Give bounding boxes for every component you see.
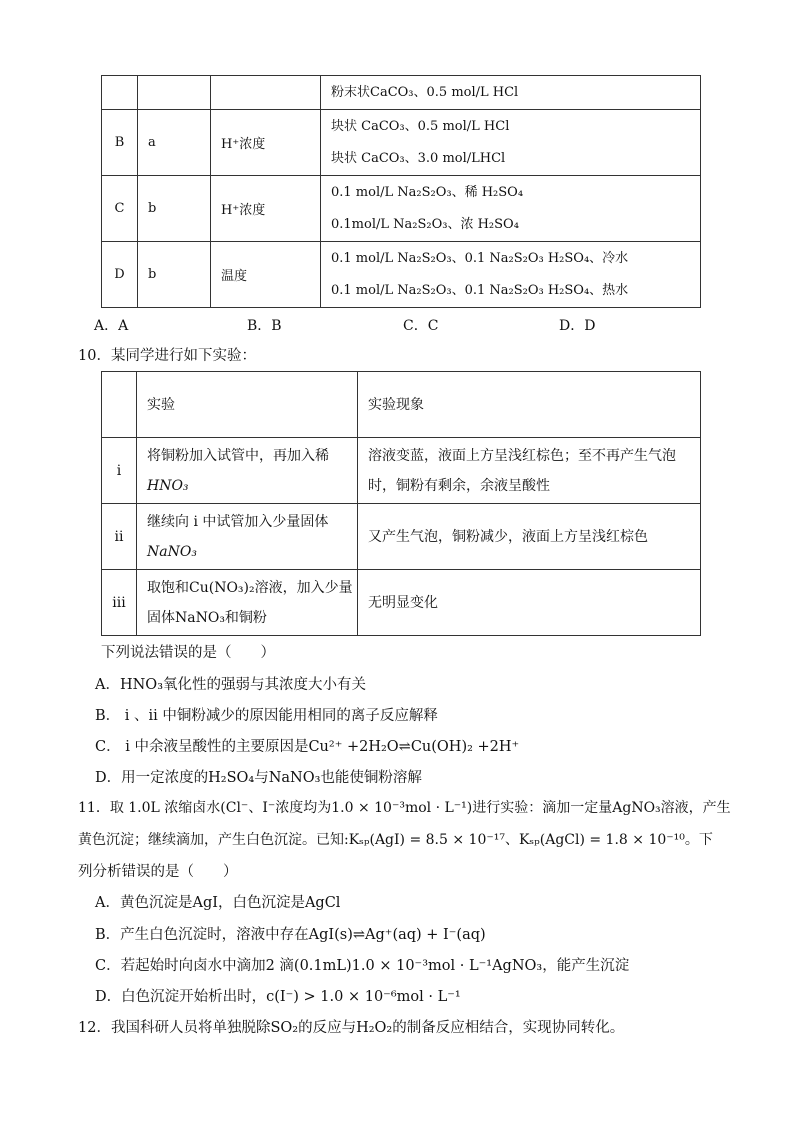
- q10-option-c: C． i 中余液呈酸性的主要原因是Cu²⁺ +2H₂O⇌Cu(OH)₂ +2H⁺: [95, 739, 520, 755]
- cell-line: 时，铜粉有剩余，余液呈酸性: [368, 477, 550, 494]
- table-cell: H⁺浓度: [211, 176, 321, 242]
- q11-stem-line1: 11．取 1.0L 浓缩卤水(Cl⁻、I⁻浓度均为1.0 × 10⁻³mol · L⁻¹)进行实验：滴加一定量AgNO₃溶液，产生: [78, 800, 731, 816]
- option-c: C．C: [403, 318, 439, 334]
- q10-question: 下列说法错误的是（ ）: [101, 645, 275, 661]
- cell-line: 0.1 mol/L Na₂S₂O₃、稀 H₂SO₄: [331, 184, 524, 200]
- table-cell: 温度: [211, 242, 321, 308]
- table-cell: [211, 76, 321, 110]
- q12-stem-line1: 12．我国科研人员将单独脱除SO₂的反应与H₂O₂的制备反应相结合，实现协同转化。: [78, 1020, 625, 1036]
- table-cell: [321, 76, 701, 110]
- q11-stem-line3: 列分析错误的是（ ）: [78, 864, 238, 880]
- cell-line: 无明显变化: [368, 594, 438, 611]
- table-cell: b: [138, 176, 211, 242]
- option-b: B．B: [247, 318, 282, 334]
- cell-line: HNO₃: [147, 477, 189, 494]
- row-number: iii: [102, 570, 137, 636]
- table-cell: b: [138, 242, 211, 308]
- table-row: [102, 570, 701, 636]
- option-d: D．D: [559, 318, 596, 334]
- table-row: [102, 438, 701, 504]
- table-header-row: [102, 372, 701, 438]
- cell-line: 溶液变蓝，液面上方呈浅红棕色；至不再产生气泡: [368, 447, 676, 464]
- cell-line: 固体NaNO₃和铜粉: [147, 609, 267, 626]
- row-number: ii: [102, 504, 137, 570]
- header-cell: [102, 372, 137, 438]
- cell-line: 又产生气泡，铜粉减少，液面上方呈浅红棕色: [368, 528, 648, 545]
- header-cell: 实验: [137, 372, 358, 438]
- cell-line: 块状 CaCO₃、0.5 mol/L HCl: [331, 118, 510, 134]
- cell-line: 0.1 mol/L Na₂S₂O₃、0.1 Na₂S₂O₃ H₂SO₄、冷水: [331, 250, 629, 266]
- q11-option-c: C．若起始时向卤水中滴加2 滴(0.1mL)1.0 × 10⁻³mol · L⁻¹AgNO₃，能产生沉淀: [95, 958, 630, 974]
- q9-options: [94, 315, 714, 337]
- observation-cell: [358, 438, 701, 504]
- experiment-table-q9: [101, 75, 701, 308]
- table-cell: B: [102, 110, 138, 176]
- experiment-cell: [137, 504, 358, 570]
- option-a: A．A: [94, 318, 129, 334]
- row-number: i: [102, 438, 137, 504]
- table-row: [102, 242, 701, 308]
- table-row: [102, 110, 701, 176]
- cell-line: 继续向 i 中试管加入少量固体: [147, 513, 329, 530]
- cell-line: 将铜粉加入试管中，再加入稀: [147, 447, 329, 464]
- q11-option-d: D．白色沉淀开始析出时，c(I⁻) > 1.0 × 10⁻⁶mol · L⁻¹: [95, 989, 461, 1005]
- header-cell: 实验现象: [358, 372, 701, 438]
- table-cell: a: [138, 110, 211, 176]
- table-row: [102, 504, 701, 570]
- q11-option-a: A．黄色沉淀是AgI，白色沉淀是AgCl: [95, 895, 341, 911]
- cell-line: 块状 CaCO₃、3.0 mol/LHCl: [331, 150, 506, 166]
- table-cell: [321, 176, 701, 242]
- cell-line: 粉末状CaCO₃、0.5 mol/L HCl: [331, 84, 519, 100]
- q10-option-d: D．用一定浓度的H₂SO₄与NaNO₃也能使铜粉溶解: [95, 770, 422, 786]
- q10-option-a: A．HNO₃氧化性的强弱与其浓度大小有关: [95, 677, 367, 693]
- cell-line: 0.1mol/L Na₂S₂O₃、浓 H₂SO₄: [331, 216, 519, 232]
- q10-option-b: B． i 、ii 中铜粉减少的原因能用相同的离子反应解释: [95, 708, 438, 724]
- table-cell: [321, 242, 701, 308]
- table-cell: [102, 76, 138, 110]
- experiment-table-q10: [101, 371, 701, 636]
- experiment-cell: [137, 438, 358, 504]
- table-cell: C: [102, 176, 138, 242]
- table-row: [102, 176, 701, 242]
- q10-stem: 10．某同学进行如下实验：: [78, 348, 256, 364]
- observation-cell: [358, 570, 701, 636]
- table-row: [102, 76, 701, 110]
- q11-stem-line2: 黄色沉淀；继续滴加，产生白色沉淀。已知:Kₛₚ(AgI) = 8.5 × 10⁻¹⁷、Kₛₚ(AgCl) = 1.8 × 10⁻¹⁰。下: [78, 832, 713, 848]
- table-cell: H⁺浓度: [211, 110, 321, 176]
- cell-line: 取饱和Cu(NO₃)₂溶液，加入少量: [147, 579, 353, 596]
- table-cell: [138, 76, 211, 110]
- cell-line: 0.1 mol/L Na₂S₂O₃、0.1 Na₂S₂O₃ H₂SO₄、热水: [331, 282, 629, 298]
- q11-option-b: B．产生白色沉淀时，溶液中存在AgI(s)⇌Ag⁺(aq) + I⁻(aq): [95, 927, 486, 943]
- observation-cell: [358, 504, 701, 570]
- cell-line: NaNO₃: [147, 543, 197, 560]
- experiment-cell: [137, 570, 358, 636]
- table-cell: [321, 110, 701, 176]
- table-cell: D: [102, 242, 138, 308]
